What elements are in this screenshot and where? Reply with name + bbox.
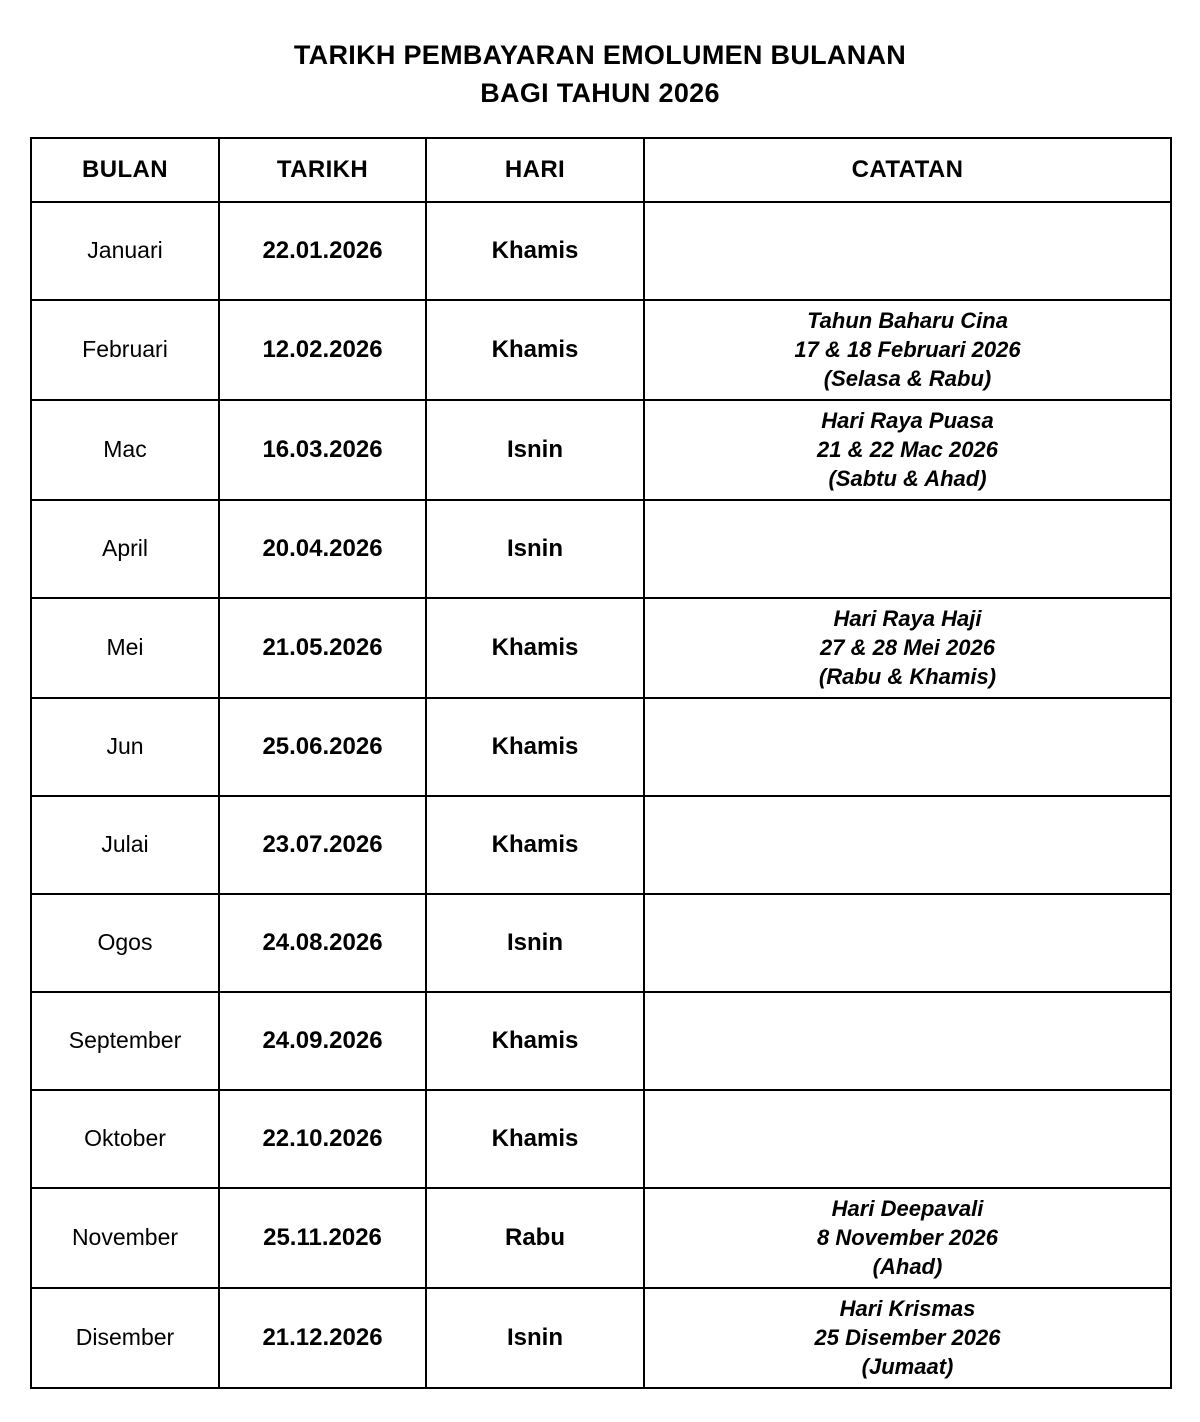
cell-catatan	[644, 400, 1171, 500]
catatan-line: Hari Raya Puasa	[821, 407, 994, 433]
cell-hari: Khamis	[426, 796, 644, 894]
cell-catatan	[644, 894, 1171, 992]
catatan-line: 27 & 28 Mei 2026	[820, 635, 995, 661]
payment-schedule-table	[30, 137, 1172, 1389]
table-row	[31, 1288, 1171, 1388]
cell-tarikh: 24.08.2026	[219, 894, 426, 992]
cell-catatan	[644, 598, 1171, 698]
cell-catatan	[644, 202, 1171, 300]
cell-hari: Isnin	[426, 1288, 644, 1388]
cell-hari: Khamis	[426, 698, 644, 796]
cell-hari: Khamis	[426, 202, 644, 300]
cell-bulan: Jun	[31, 698, 219, 796]
column-header-bulan: BULAN	[31, 138, 219, 202]
catatan-line: Hari Krismas	[839, 1295, 976, 1321]
table-row	[31, 1090, 1171, 1188]
cell-catatan	[644, 1090, 1171, 1188]
cell-bulan: Januari	[31, 202, 219, 300]
cell-catatan	[644, 1288, 1171, 1388]
cell-tarikh: 25.06.2026	[219, 698, 426, 796]
cell-hari: Isnin	[426, 894, 644, 992]
cell-bulan: April	[31, 500, 219, 598]
page-title	[30, 36, 1170, 113]
table-row	[31, 894, 1171, 992]
cell-bulan: Mac	[31, 400, 219, 500]
catatan-line: (Rabu & Khamis)	[818, 664, 997, 690]
cell-hari: Khamis	[426, 1090, 644, 1188]
column-header-hari: HARI	[426, 138, 644, 202]
table-row	[31, 202, 1171, 300]
table-header-row	[31, 138, 1171, 202]
catatan-line: 17 & 18 Februari 2026	[794, 337, 1021, 363]
cell-hari: Isnin	[426, 500, 644, 598]
catatan-line: Hari Raya Haji	[833, 605, 982, 631]
cell-tarikh: 20.04.2026	[219, 500, 426, 598]
table-row	[31, 598, 1171, 698]
cell-catatan	[644, 992, 1171, 1090]
cell-bulan: Oktober	[31, 1090, 219, 1188]
cell-bulan: Ogos	[31, 894, 219, 992]
cell-hari: Khamis	[426, 598, 644, 698]
cell-tarikh: 21.12.2026	[219, 1288, 426, 1388]
column-header-tarikh: TARIKH	[219, 138, 426, 202]
cell-tarikh: 22.10.2026	[219, 1090, 426, 1188]
catatan-line: 25 Disember 2026	[814, 1325, 1001, 1351]
title-line-2: BAGI TAHUN 2026	[480, 78, 720, 109]
table-row	[31, 500, 1171, 598]
cell-tarikh: 21.05.2026	[219, 598, 426, 698]
table-row	[31, 400, 1171, 500]
catatan-line: 21 & 22 Mac 2026	[816, 437, 999, 463]
cell-bulan: Julai	[31, 796, 219, 894]
cell-catatan	[644, 698, 1171, 796]
cell-hari: Isnin	[426, 400, 644, 500]
cell-catatan	[644, 1188, 1171, 1288]
table-row	[31, 992, 1171, 1090]
cell-bulan: November	[31, 1188, 219, 1288]
cell-bulan: Mei	[31, 598, 219, 698]
cell-catatan	[644, 500, 1171, 598]
table-row	[31, 796, 1171, 894]
cell-catatan	[644, 796, 1171, 894]
catatan-line: (Selasa & Rabu)	[823, 366, 992, 392]
catatan-line: (Ahad)	[872, 1254, 943, 1280]
column-header-catatan: CATATAN	[644, 138, 1171, 202]
cell-catatan	[644, 300, 1171, 400]
catatan-line: (Jumaat)	[861, 1354, 954, 1380]
table-row	[31, 698, 1171, 796]
cell-bulan: Februari	[31, 300, 219, 400]
catatan-line: (Sabtu & Ahad)	[828, 466, 987, 492]
cell-tarikh: 16.03.2026	[219, 400, 426, 500]
cell-tarikh: 22.01.2026	[219, 202, 426, 300]
table-row	[31, 1188, 1171, 1288]
catatan-line: Tahun Baharu Cina	[807, 307, 1008, 333]
catatan-line: 8 November 2026	[817, 1225, 998, 1251]
table-body	[31, 202, 1171, 1388]
table-row	[31, 300, 1171, 400]
cell-hari: Khamis	[426, 300, 644, 400]
cell-bulan: September	[31, 992, 219, 1090]
cell-tarikh: 23.07.2026	[219, 796, 426, 894]
title-line-1: TARIKH PEMBAYARAN EMOLUMEN BULANAN	[293, 40, 907, 70]
cell-tarikh: 12.02.2026	[219, 300, 426, 400]
catatan-line: Hari Deepavali	[831, 1195, 984, 1221]
cell-tarikh: 25.11.2026	[219, 1188, 426, 1288]
cell-hari: Khamis	[426, 992, 644, 1090]
cell-hari: Rabu	[426, 1188, 644, 1288]
cell-tarikh: 24.09.2026	[219, 992, 426, 1090]
cell-bulan: Disember	[31, 1288, 219, 1388]
